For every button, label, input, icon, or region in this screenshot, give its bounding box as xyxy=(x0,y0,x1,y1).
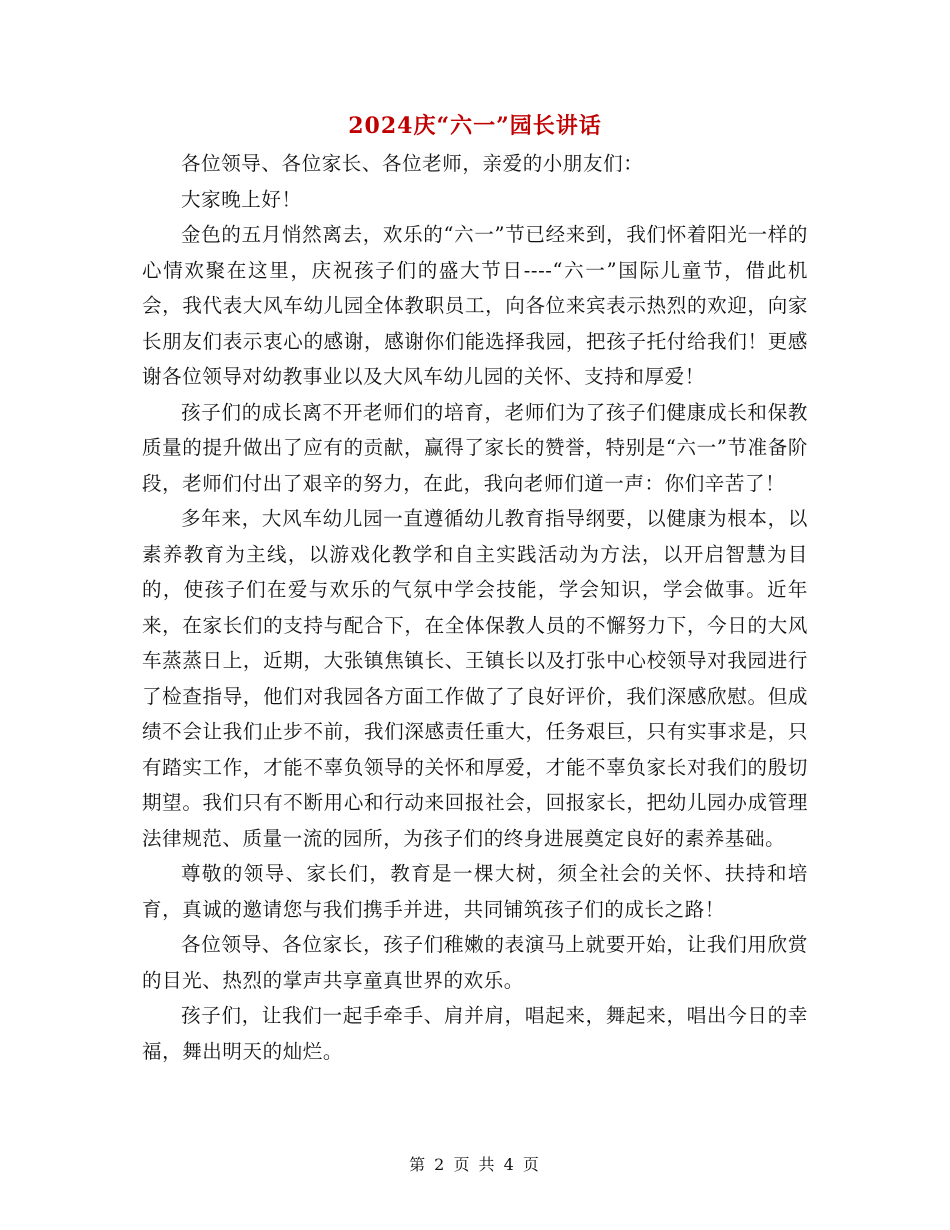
paragraph-invitation: 尊敬的领导、家长们，教育是一棵大树，须全社会的关怀、扶持和培育，真诚的邀请您与我们携手并进，共同铺筑孩子们的成长之路！ xyxy=(142,862,808,921)
paragraph-greeting: 大家晚上好！ xyxy=(181,187,302,211)
paragraph-welcome: 金色的五月悄然离去，欢乐的“六一”节已经来到，我们怀着阳光一样的心情欢聚在这里，庆祝孩子们的盛大节日----“六一”国际儿童节，借此机会，我代表大风车幼儿园全体教职员工，向各位来宾表示热烈的欢迎，向家长朋友们表示衷心的感谢，感谢你们能选择我园，把孩子托付给我们！更感谢各位领导对幼教事业以及大风车幼儿园的关怀、支持和厚爱！ xyxy=(142,223,808,388)
paragraph-teachers: 孩子们的成长离不开老师们的培育，老师们为了孩子们健康成长和保教质量的提升做出了应有的贡献，赢得了家长的赞誉，特别是“六一”节准备阶段，老师们付出了艰辛的努力，在此，我向老师们道一声：你们辛苦了！ xyxy=(142,400,808,495)
page-number-footer: 第 2 页 共 4 页 xyxy=(409,1155,541,1174)
document-title: 2024庆“六一”园长讲话 xyxy=(348,113,602,139)
paragraph-achievements: 多年来，大风车幼儿园一直遵循幼儿教育指导纲要，以健康为根本，以素养教育为主线，以游戏化教学和自主实践活动为方法，以开启智慧为目的，使孩子们在爱与欢乐的气氛中学会技能，学会知识，学会做事。近年来，在家长们的支持与配合下，在全体保教人员的不懈努力下，今日的大风车蒸蒸日上，近期，大张镇焦镇长、王镇长以及打张中心校领导对我园进行了检查指导，他们对我园各方面工作做了了良好评价，我们深感欣慰。但成绩不会让我们止步不前，我们深感责任重大，任务艰巨，只有实事求是，只有踏实工作，才能不辜负领导的关怀和厚爱，才能不辜负家长对我们的殷切期望。我们只有不断用心和行动来回报社会，回报家长，把幼儿园办成管理法律规范、质量一流的园所，为孩子们的终身进展奠定良好的素养基础。 xyxy=(142,507,808,850)
paragraph-salutation: 各位领导、各位家长、各位老师，亲爱的小朋友们： xyxy=(181,152,644,175)
paragraph-closing: 孩子们，让我们一起手牵手、肩并肩，唱起来，舞起来，唱出今日的幸福，舞出明天的灿烂。 xyxy=(142,1004,808,1063)
paragraph-performance: 各位领导、各位家长，孩子们稚嫩的表演马上就要开始，让我们用欣赏的目光、热烈的掌声共享童真世界的欢乐。 xyxy=(142,933,808,992)
document-body xyxy=(142,146,808,1069)
